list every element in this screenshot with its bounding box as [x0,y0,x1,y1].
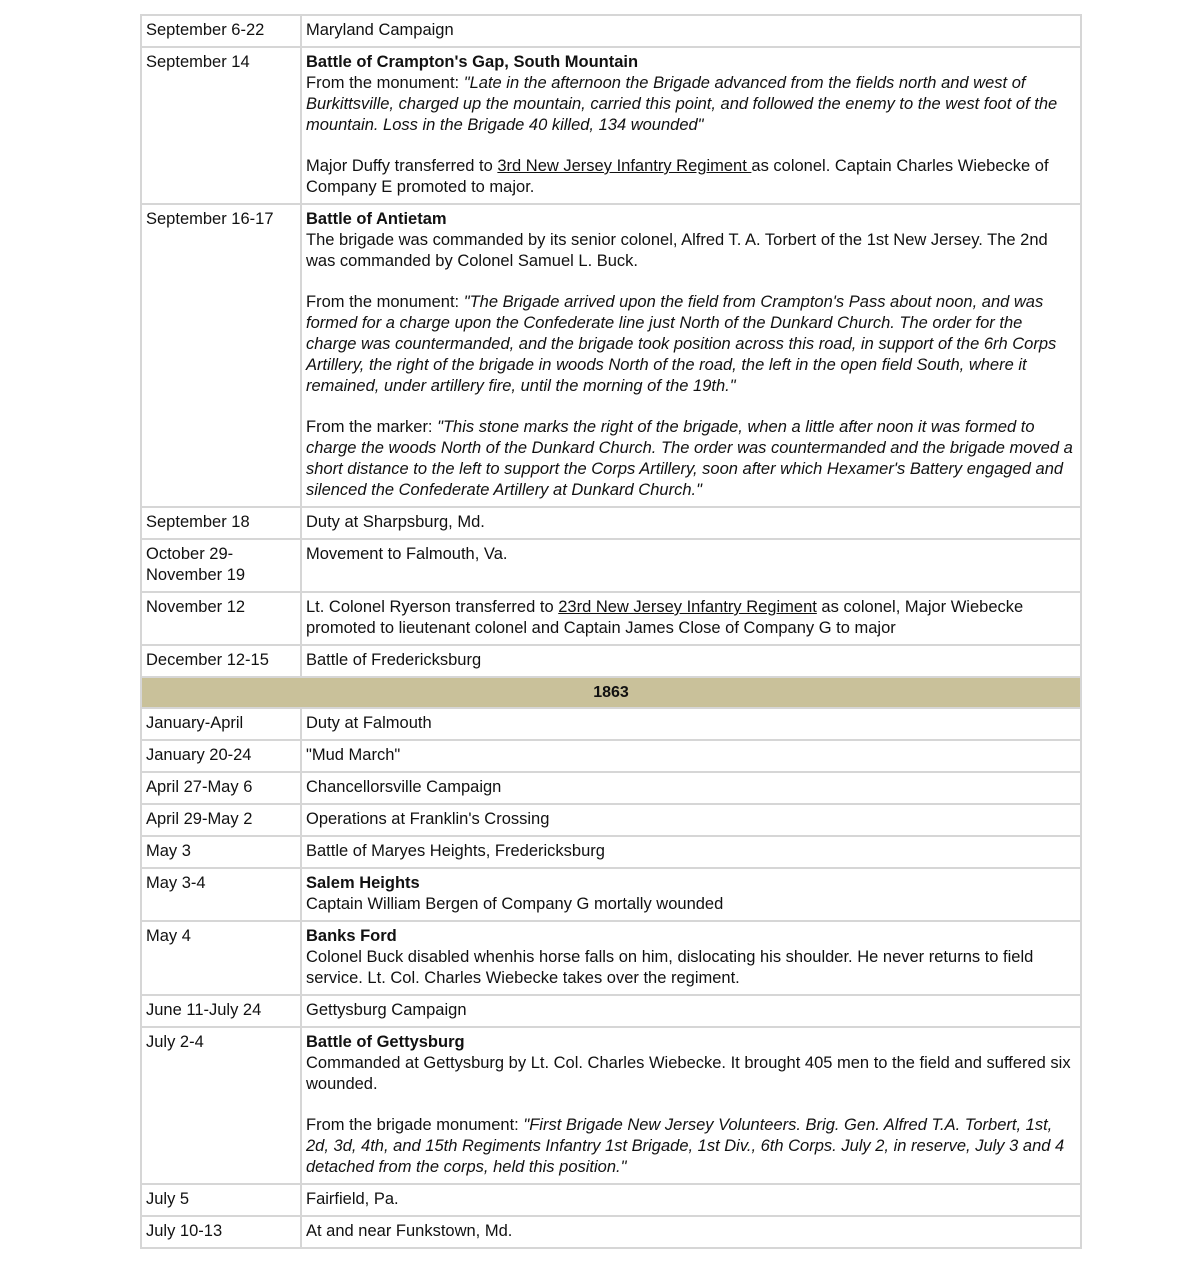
event-cell: Duty at Sharpsburg, Md. [301,507,1081,539]
event-cell [301,592,1081,645]
table-row [141,507,1081,539]
table-row [141,1184,1081,1216]
year-header: 1863 [141,677,1081,708]
event-cell: Chancellorsville Campaign [301,772,1081,804]
event-paragraph [306,156,1076,198]
table-row [141,47,1081,204]
date-cell: July 10-13 [141,1216,301,1248]
table-row [141,1216,1081,1248]
date-cell: June 11-July 24 [141,995,301,1027]
date-cell: September 16-17 [141,204,301,507]
event-title: Salem Heights [306,874,420,892]
table-row [141,204,1081,507]
date-cell: January 20-24 [141,740,301,772]
date-cell: July 5 [141,1184,301,1216]
paragraph-text: as colonel. Captain Charles Wiebecke of Company E promoted to major. [306,157,1049,196]
date-cell: December 12-15 [141,645,301,677]
date-cell: September 18 [141,507,301,539]
paragraph-text: Lt. Colonel Ryerson transferred to [306,598,559,616]
table-row [141,539,1081,592]
date-cell: September 6-22 [141,15,301,47]
event-paragraph [306,1115,1076,1178]
table-row [141,836,1081,868]
date-line: October 29- [146,545,234,563]
timeline-document [140,14,1074,1249]
event-cell [301,47,1081,204]
quote-source: From the brigade monument: [306,1116,524,1134]
date-cell: July 2-4 [141,1027,301,1184]
paragraph-text: Major Duffy transferred to [306,157,498,175]
event-cell: Battle of Maryes Heights, Fredericksburg [301,836,1081,868]
date-cell: May 4 [141,921,301,995]
event-paragraph: Colonel Buck disabled whenhis horse falls on him, dislocating his shoulder. He never returns to field service. Lt. Col. Charles Wiebecke takes over the regiment. [306,948,1034,987]
date-cell: April 29-May 2 [141,804,301,836]
table-row [141,772,1081,804]
monument-quote: "The Brigade arrived upon the field from Crampton's Pass about noon, and was formed for a charge upon the Confederate line just North of the Dunkard Church. The order for the charge was countermanded, and the brigade took position across this road, in support of the 6rh Corps Artillery, the right of the brigade in woods North of the road, the left in the open field South, where it remained, under artillery fire, until the morning of the 19th." [306,293,1057,395]
timeline-table [140,14,1082,1249]
event-cell: Operations at Franklin's Crossing [301,804,1081,836]
table-row [141,868,1081,921]
date-cell [141,539,301,592]
date-cell: May 3-4 [141,868,301,921]
table-row [141,995,1081,1027]
table-row [141,645,1081,677]
year-header-row [141,677,1081,708]
event-cell: Duty at Falmouth [301,708,1081,740]
table-row [141,804,1081,836]
quote-source: From the monument: [306,74,464,92]
quote-source: From the monument: [306,293,464,311]
date-cell: November 12 [141,592,301,645]
date-cell: January-April [141,708,301,740]
event-paragraph [306,73,1076,136]
date-cell: April 27-May 6 [141,772,301,804]
marker-quote: "This stone marks the right of the brigade, when a little after noon it was formed to charge the woods North of the Dunkard Church. The order was countermanded and the brigade moved a short distance to the left to support the Corps Artillery, soon after which Hexamer's Battery engaged and silenced the Confederate Artillery at Dunkard Church." [306,418,1073,499]
event-title: Banks Ford [306,927,397,945]
table-row [141,921,1081,995]
paragraph-text: as colonel, Major Wiebecke promoted to lieutenant colonel and Captain James Close of Company G to major [306,598,1024,637]
quote-source: From the marker: [306,418,438,436]
event-paragraph: The brigade was commanded by its senior colonel, Alfred T. A. Torbert of the 1st New Jersey. The 2nd was commanded by Colonel Samuel L. Buck. [306,231,1048,270]
date-cell: May 3 [141,836,301,868]
event-title: Battle of Gettysburg [306,1033,465,1051]
event-cell [301,1027,1081,1184]
regiment-link[interactable]: 23rd New Jersey Infantry Regiment [558,598,817,616]
table-row [141,740,1081,772]
event-title: Battle of Antietam [306,210,447,228]
monument-quote: "Late in the afternoon the Brigade advanced from the fields north and west of Burkittsville, charged up the mountain, carried this point, and followed the enemy to the west foot of the mountain. Loss in the Brigade 40 killed, 134 wounded" [306,74,1058,134]
monument-quote: "First Brigade New Jersey Volunteers. Brig. Gen. Alfred T.A. Torbert, 1st, 2d, 3d, 4th, and 15th Regiments Infantry 1st Brigade, 1st Div., 6th Corps. July 2, in reserve, July 3 and 4 detached from the corps, held this position." [306,1116,1065,1176]
date-line: November 19 [146,566,246,584]
table-row [141,592,1081,645]
table-row [141,1027,1081,1184]
event-cell [301,868,1081,921]
table-row [141,708,1081,740]
event-cell: Movement to Falmouth, Va. [301,539,1081,592]
regiment-link[interactable]: 3rd New Jersey Infantry Regiment [497,157,752,175]
event-title: Battle of Crampton's Gap, South Mountain [306,53,639,71]
table-row [141,15,1081,47]
date-cell: September 14 [141,47,301,204]
event-cell [301,921,1081,995]
event-cell: Battle of Fredericksburg [301,645,1081,677]
event-paragraph [306,417,1076,501]
event-cell: Gettysburg Campaign [301,995,1081,1027]
event-paragraph [306,292,1076,397]
event-cell: Fairfield, Pa. [301,1184,1081,1216]
event-cell: At and near Funkstown, Md. [301,1216,1081,1248]
event-paragraph: Captain William Bergen of Company G mortally wounded [306,895,724,913]
event-cell: "Mud March" [301,740,1081,772]
event-cell: Maryland Campaign [301,15,1081,47]
event-paragraph: Commanded at Gettysburg by Lt. Col. Charles Wiebecke. It brought 405 men to the field and suffered six wounded. [306,1054,1071,1093]
event-cell [301,204,1081,507]
